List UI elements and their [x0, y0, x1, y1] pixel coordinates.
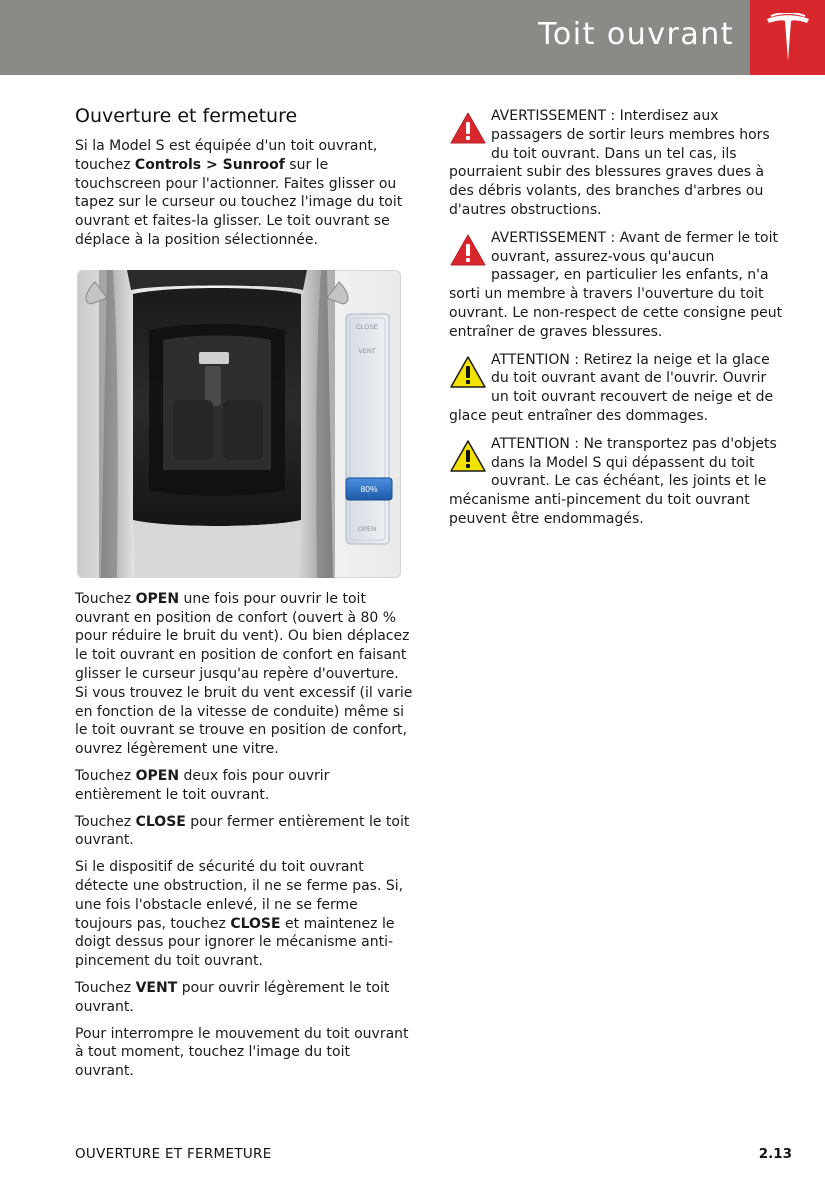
paragraph-vent: Touchez VENT pour ouvrir légèrement le toit ouvrant. [75, 979, 390, 1015]
paragraph-open-twice: Touchez OPEN deux fois pour ouvrir entièrement le toit ouvrant. [75, 767, 330, 803]
caution-triangle-icon [449, 355, 487, 389]
paragraph-interrupt: Pour interrompre le mouvement du toit ouvrant à tout moment, touchez l'image du toit ouvrant. [75, 1025, 409, 1080]
warning-notice: AVERTISSEMENT : Avant de fermer le toit ouvrant, assurez-vous qu'aucun passager, en particulier les enfants, n'a sorti un membre à travers l'ouverture du toit ouvrant. Le non-respect de cette consigne peut entraîner de graves blessures. [449, 229, 783, 340]
warning-triangle-icon [449, 233, 487, 267]
slider-vent-label[interactable]: VENT [358, 347, 376, 355]
slider-value: 80% [360, 483, 378, 494]
slider-open-label[interactable]: OPEN [357, 525, 377, 533]
paragraph-obstruction: Si le dispositif de sécurité du toit ouvrant détecte une obstruction, il ne se ferme pas. Si, une fois l'obstacle enlevé, il ne se ferme toujours pas, touchez CLOSE et maintenez le doigt dessus pour ignorer le mécanisme anti-pincement du toit ouvrant. [75, 859, 404, 970]
page-title: Toit ouvrant [538, 17, 734, 52]
footer-section-label: OUVERTURE ET FERMETURE [75, 1146, 272, 1162]
warning-triangle-icon [449, 111, 487, 145]
sunroof-control-image[interactable] [77, 270, 401, 578]
paragraph-open-once: Touchez OPEN une fois pour ouvrir le toit ouvrant en position de confort (ouvert à 80 % pour réduire le bruit du vent). Ou bien déplacez le toit ouvrant en position de confort en faisant glisser le curseur jusqu'au repère d'ouverture. Si vous trouvez le bruit du vent excessif (il varie en fonction de la vitesse de conduite) même si le toit ouvrant se trouve en position de confort, ouvrez légèrement une vitre. [75, 590, 413, 758]
page-number: 2.13 [758, 1146, 792, 1162]
section-title: Ouverture et fermeture [75, 105, 298, 127]
car-top-view-illustration [77, 270, 401, 578]
controls-path: Controls > Sunroof [134, 156, 285, 173]
tesla-logo-icon [765, 13, 811, 63]
caution-notice: ATTENTION : Retirez la neige et la glace du toit ouvrant avant de l'ouvrir. Ouvrir un toit ouvrant recouvert de neige et de glace peut entraîner des dommages. [449, 351, 774, 424]
slider-close-label[interactable]: CLOSE [355, 323, 379, 331]
left-column [75, 105, 413, 1089]
right-column [449, 107, 787, 538]
paragraph-close: Touchez CLOSE pour fermer entièrement le toit ouvrant. [75, 813, 410, 849]
brand-logo [750, 0, 825, 75]
intro-paragraph: Si la Model S est équipée d'un toit ouvrant, touchez Controls > Sunroof sur le touchscreen pour l'actionner. Faites glisser ou tapez sur le curseur ou touchez l'image du toit ouvrant et faites-la glisser. Le toit ouvrant se déplace à la position sélectionnée. [75, 138, 403, 248]
caution-notice: ATTENTION : Ne transportez pas d'objets dans la Model S qui dépassent du toit ouvrant. Le cas échéant, les joints et le mécanisme anti-pincement du toit ouvrant peuvent être endommagés. [449, 435, 777, 527]
header-bar [0, 0, 750, 75]
warning-notice: AVERTISSEMENT : Interdisez aux passagers de sortir leurs membres hors du toit ouvrant. Dans un tel cas, ils pourraient subir des blessures graves dues à des débris volants, des branches d'arbres ou d'autres obstructions. [449, 108, 770, 218]
caution-triangle-icon [449, 439, 487, 473]
